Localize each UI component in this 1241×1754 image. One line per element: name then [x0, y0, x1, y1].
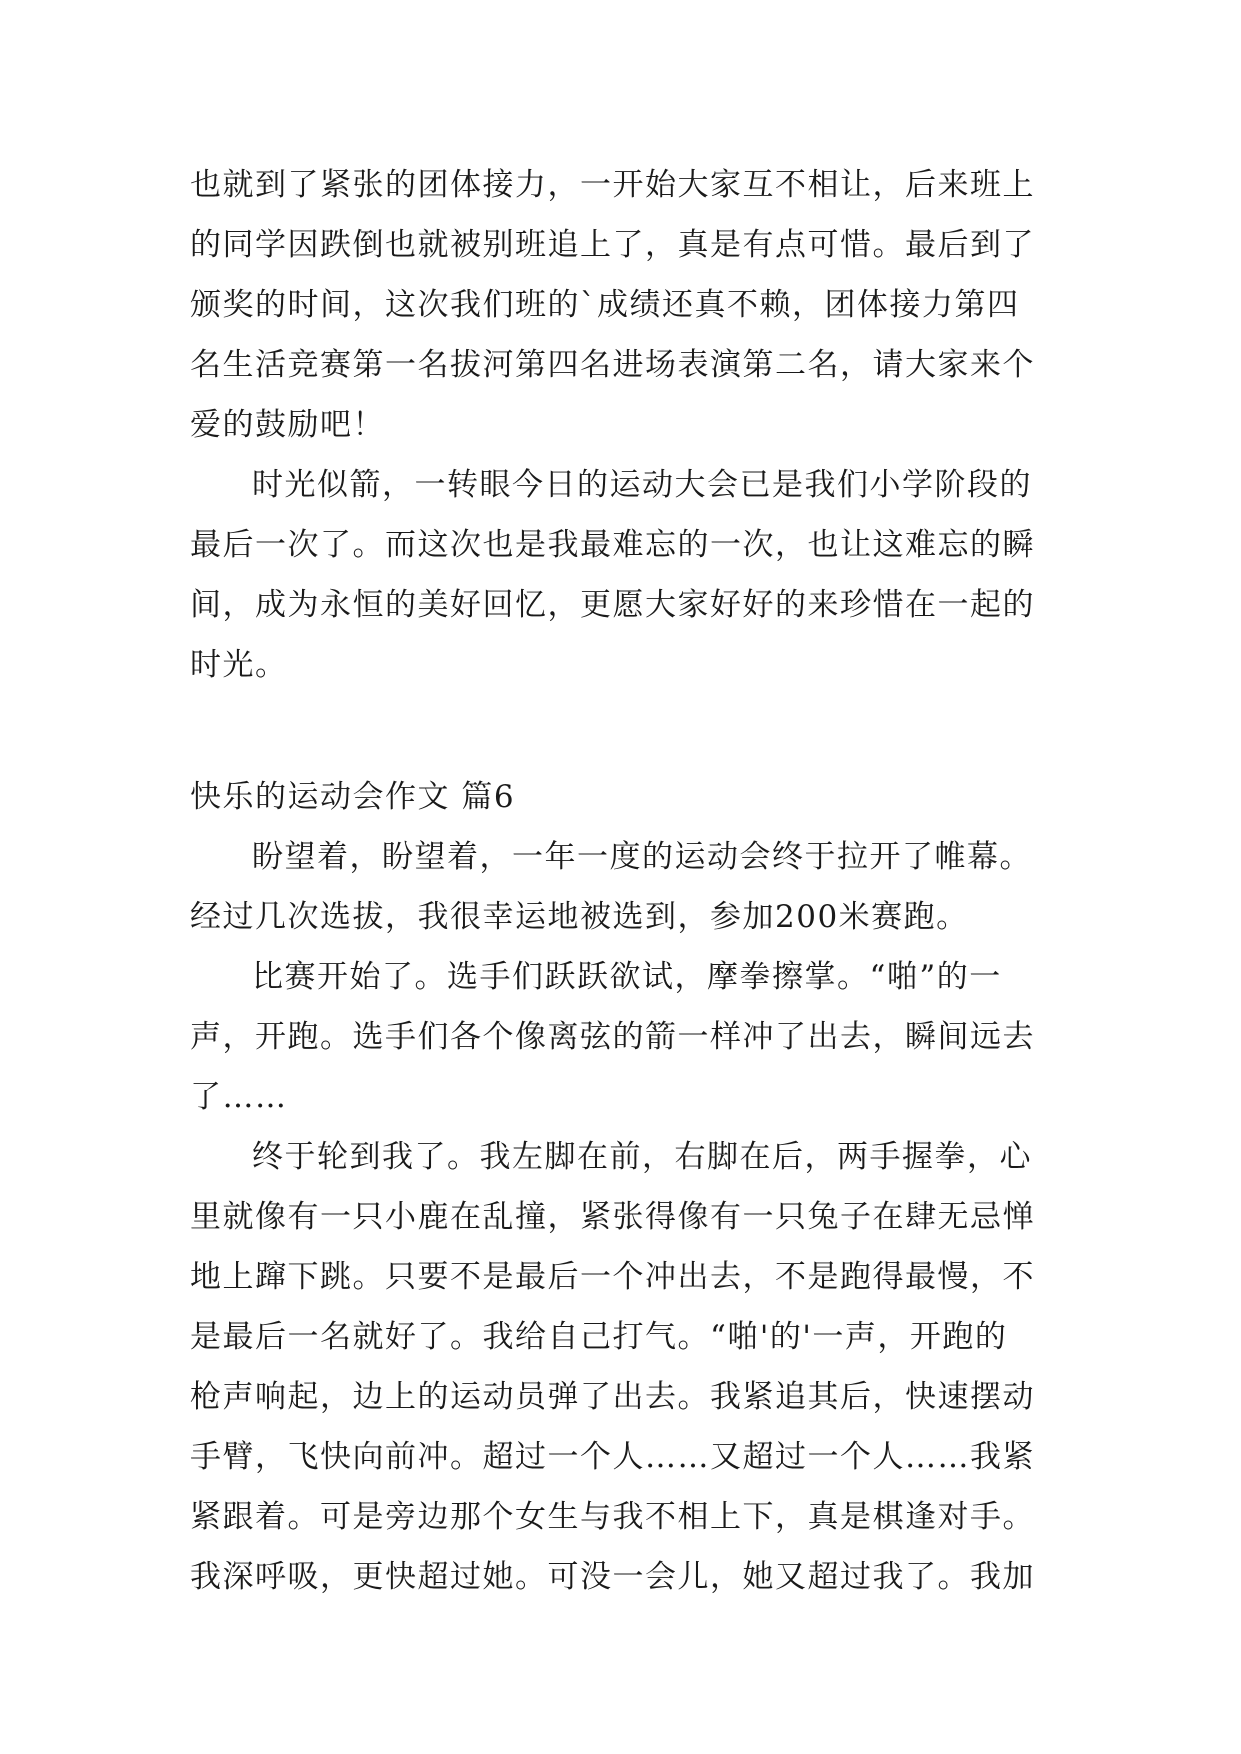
- text-line: 时光似箭，一转眼今日的运动大会已是我们小学阶段的: [252, 467, 1032, 503]
- text-line: 爱的鼓励吧！: [190, 407, 385, 443]
- text-line: 我深呼吸，更快超过她。可没一会儿，她又超过我了。我加: [190, 1559, 1035, 1595]
- paragraph-time-flies: [190, 455, 1052, 695]
- essay-heading: 快乐的运动会作文 篇6: [190, 779, 516, 815]
- section-gap: [190, 695, 1052, 767]
- text-line: 也就到了紧张的团体接力，一开始大家互不相让，后来班上: [190, 167, 1035, 203]
- text-line: 了……: [190, 1079, 288, 1115]
- text-line: 地上蹿下跳。只要不是最后一个冲出去，不是跑得最慢，不: [190, 1259, 1035, 1295]
- text-line: 经过几次选拔，我很幸运地被选到，参加200米赛跑。: [190, 899, 969, 935]
- text-line: 声，开跑。选手们各个像离弦的箭一样冲了出去，瞬间远去: [190, 1019, 1035, 1055]
- text-line: 的同学因跌倒也就被别班追上了，真是有点可惜。最后到了: [190, 227, 1035, 263]
- text-line: 盼望着，盼望着，一年一度的运动会终于拉开了帷幕。: [252, 839, 1032, 875]
- paragraph-my-turn: [190, 1127, 1052, 1607]
- text-line: 枪声响起，边上的运动员弹了出去。我紧追其后，快速摆动: [190, 1379, 1035, 1415]
- document-page: [190, 155, 1052, 1607]
- paragraph-team-relay: [190, 155, 1052, 455]
- text-line: 手臂，飞快向前冲。超过一个人……又超过一个人……我紧: [190, 1439, 1035, 1475]
- text-line: 名生活竞赛第一名拔河第四名进场表演第二名，请大家来个: [190, 347, 1035, 383]
- text-line: 紧跟着。可是旁边那个女生与我不相上下，真是棋逢对手。: [190, 1499, 1035, 1535]
- text-line: 里就像有一只小鹿在乱撞，紧张得像有一只兔子在肆无忌惮: [190, 1199, 1035, 1235]
- paragraph-race-start: [190, 947, 1052, 1127]
- text-line: 最后一次了。而这次也是我最难忘的一次，也让这难忘的瞬: [190, 527, 1035, 563]
- text-line: 是最后一名就好了。我给自己打气。“啪'的'一声，开跑的: [190, 1319, 1008, 1355]
- paragraph-opening: [190, 827, 1052, 947]
- text-line: 比赛开始了。选手们跃跃欲试，摩拳擦掌。“啪”的一: [252, 959, 1002, 995]
- text-line: 间，成为永恒的美好回忆，更愿大家好好的来珍惜在一起的: [190, 587, 1035, 623]
- text-line: 时光。: [190, 647, 288, 683]
- text-line: 终于轮到我了。我左脚在前，右脚在后，两手握拳，心: [252, 1139, 1032, 1175]
- text-line: 颁奖的时间，这次我们班的`成绩还真不赖，团体接力第四: [190, 287, 1020, 323]
